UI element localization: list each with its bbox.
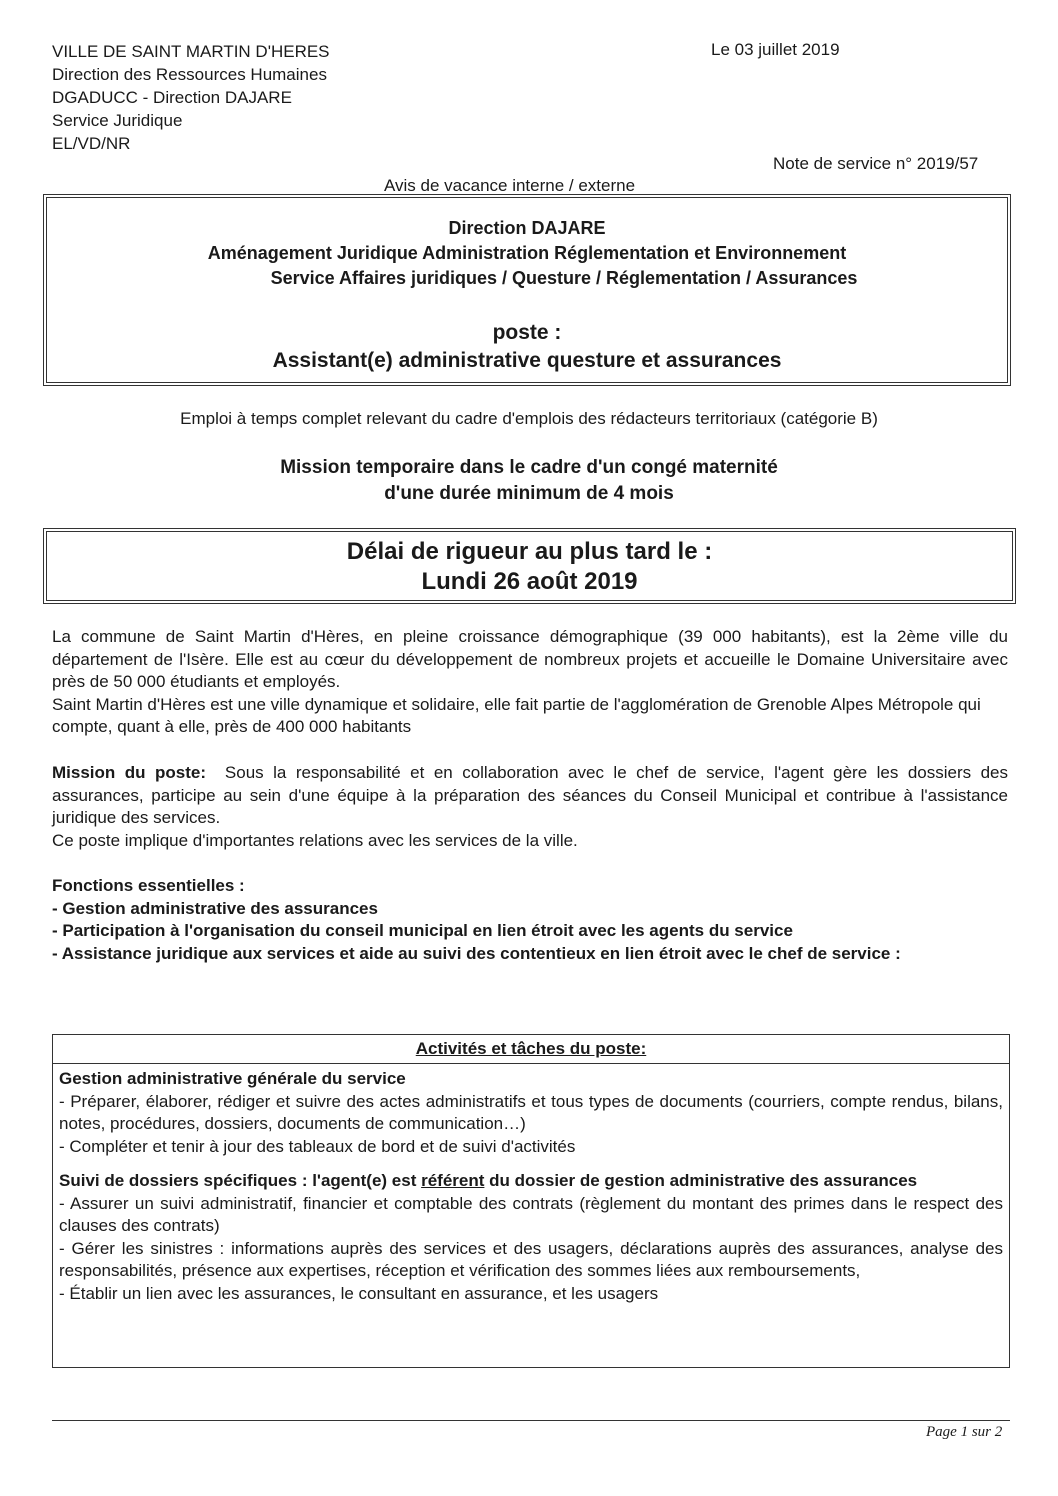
emploi-line: Emploi à temps complet relevant du cadre d'emplois des rédacteurs territoriaux (catégorie B) bbox=[180, 409, 878, 428]
fonction-item: - Gestion administrative des assurances bbox=[52, 898, 378, 918]
activities-box bbox=[52, 1034, 1010, 1368]
suivi-item: - Gérer les sinistres : informations auprès des services et des usagers, déclarations auprès des assurances, analyse des responsabilités, présence aux expertises, réception et vérification des sommes liées aux remboursements, bbox=[59, 1238, 1003, 1280]
sender-line: EL/VD/NR bbox=[52, 134, 131, 153]
direction-subtitle: Aménagement Juridique Administration Réglementation et Environnement bbox=[207, 243, 847, 263]
document-date: Le 03 juillet 2019 bbox=[711, 40, 840, 59]
direction-title: Direction DAJARE bbox=[448, 218, 606, 238]
page-number: Page 1 sur 2 bbox=[926, 1424, 1003, 1440]
suivi-item: - Assurer un suivi administratif, financier et comptable des contrats (règlement du montant des primes dans le respect des clauses des contrats) bbox=[59, 1193, 1003, 1235]
gestion-item: - Préparer, élaborer, rédiger et suivre des actes administratifs et tous types de documents (courriers, compte rendus, bilans, notes, procédures, dossiers, documents de communication…) bbox=[59, 1091, 1003, 1133]
activities-header bbox=[53, 1035, 1009, 1064]
mission-temporaire-line2: d'une durée minimum de 4 mois bbox=[384, 483, 674, 504]
mission-temporaire bbox=[0, 455, 1058, 507]
service-title: Service Affaires juridiques / Questure / Réglementation / Assurances bbox=[270, 268, 858, 288]
gestion-title: Gestion administrative générale du service bbox=[59, 1069, 406, 1088]
poste-label: poste : bbox=[492, 321, 562, 344]
fonction-item: - Assistance juridique aux services et aide au suivi des contentieux en lien étroit avec le chef de service : bbox=[52, 943, 901, 963]
intro-paragraph: La commune de Saint Martin d'Hères, en pleine croissance démographique (39 000 habitants), est la 2ème ville du département de l'Isère. Elle est au cœur du développement de nombreux projets et accueille le Domaine Universitaire avec près de 50 000 étudiants et employés. bbox=[52, 627, 1008, 691]
activities-title: Activités et tâches du poste: bbox=[415, 1039, 647, 1058]
mission-section bbox=[52, 762, 1008, 852]
mission-paragraph bbox=[52, 762, 1008, 830]
suivi-title-b: du dossier de gestion administrative des assurances bbox=[484, 1171, 918, 1190]
position-box bbox=[46, 197, 1008, 383]
fonctions-section bbox=[52, 875, 1008, 965]
mission-paragraph-2: Ce poste implique d'importantes relations avec les services de la ville. bbox=[52, 830, 578, 850]
intro-section bbox=[52, 626, 1008, 739]
poste-title: Assistant(e) administrative questure et assurances bbox=[272, 349, 782, 372]
suivi-title-a: Suivi de dossiers spécifiques : l'agent(e) est bbox=[59, 1171, 422, 1190]
intro-paragraph: Saint Martin d'Hères est une ville dynamique et solidaire, elle fait partie de l'agglomération de Grenoble Alpes Métropole qui compte, quant à elle, près de 400 000 habitants bbox=[52, 694, 981, 736]
fonctions-label: Fonctions essentielles : bbox=[52, 876, 245, 895]
gestion-item: - Compléter et tenir à jour des tableaux de bord et de suivi d'activités bbox=[59, 1136, 576, 1156]
fonction-item: - Participation à l'organisation du conseil municipal en lien étroit avec les agents du service bbox=[52, 921, 793, 940]
deadline-box bbox=[46, 531, 1013, 601]
avis-label: Avis de vacance interne / externe bbox=[384, 176, 636, 195]
mission-temporaire-line1: Mission temporaire dans le cadre d'un congé maternité bbox=[280, 457, 778, 478]
mission-text: Sous la responsabilité et en collaboration avec le chef de service, l'agent gère les dossiers des assurances, participe au sein d'une équipe à la préparation des séances du Conseil Municipal et contribue à l'assistance juridique des services. bbox=[52, 763, 1009, 827]
sender-line: DGADUCC - Direction DAJARE bbox=[52, 88, 292, 107]
sender-line: Service Juridique bbox=[52, 111, 183, 130]
deadline-date: Lundi 26 août 2019 bbox=[421, 568, 638, 595]
sender-line: VILLE DE SAINT MARTIN D'HERES bbox=[52, 42, 330, 61]
activities-body bbox=[53, 1064, 1009, 1305]
note-number: Note de service n° 2019/57 bbox=[773, 154, 979, 173]
sender-block bbox=[52, 40, 330, 155]
deadline-line1: Délai de rigueur au plus tard le : bbox=[346, 538, 713, 565]
suivi-title-referent: référent bbox=[421, 1171, 485, 1190]
footer-divider bbox=[52, 1420, 1010, 1421]
suivi-title bbox=[59, 1170, 1003, 1193]
suivi-item: - Établir un lien avec les assurances, le consultant en assurance, et les usagers bbox=[59, 1283, 659, 1303]
mission-label: Mission du poste: bbox=[52, 763, 206, 782]
sender-line: Direction des Ressources Humaines bbox=[52, 65, 327, 84]
